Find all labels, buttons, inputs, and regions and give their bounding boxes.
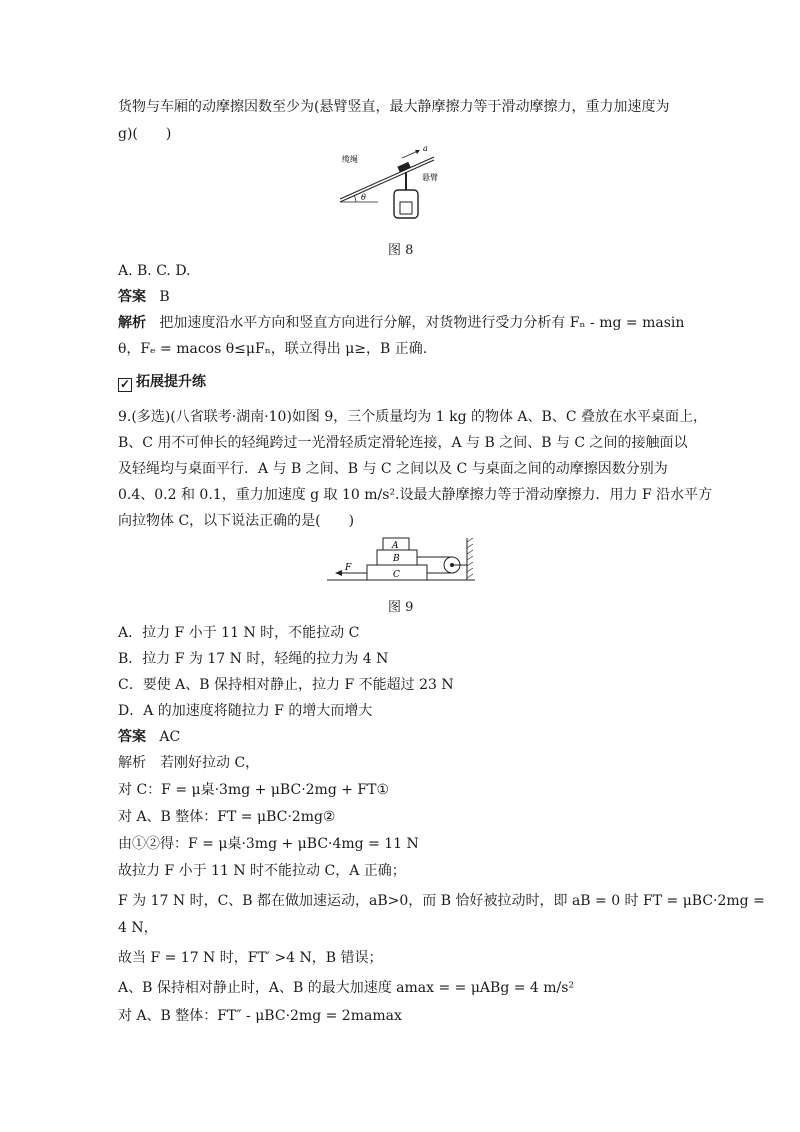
- figure-9-C-label: C: [393, 570, 400, 580]
- q9-analysis-line: 解析 若刚好拉动 C，: [118, 755, 260, 771]
- figure-8-cable-label: 缆绳: [342, 155, 358, 164]
- figure-9-F-label: F: [345, 563, 352, 573]
- figure-8-caption: 图 8: [388, 243, 414, 258]
- figure-9-A-label: A: [392, 541, 399, 551]
- q9-text-line5: 向拉物体 C，以下说法正确的是( ): [118, 513, 355, 529]
- figure-9: [325, 532, 477, 588]
- q9-analysis-line: 对 A、B 整体：FT = μBC·2mg②: [118, 809, 336, 825]
- figure-8-arm-label: 悬臂: [422, 173, 438, 182]
- q8-text-line2: g)( ): [118, 126, 172, 142]
- figure-8-drawing: [330, 140, 440, 232]
- section-title: 拓展提升练: [136, 374, 206, 390]
- q8-analysis-line2: θ，Fₑ = macos θ≤μFₙ，联立得出 μ≥，B 正确.: [118, 341, 428, 357]
- q9-analysis-line: 对 C：F = μ桌·3mg + μBC·2mg + FT①: [118, 782, 390, 798]
- figure-8-a-label: a: [423, 144, 428, 153]
- figure-9-B-label: B: [393, 554, 400, 564]
- q8-answer-value: B: [159, 289, 170, 305]
- q9-text-line3: 及轻绳均与桌面平行．A 与 B 之间、B 与 C 之间以及 C 与桌面之间的动摩擦因数分别为: [118, 461, 668, 477]
- q8-answer: [118, 287, 170, 307]
- q9-option-d: D．A 的加速度将随拉力 F 的增大而增大: [118, 703, 373, 719]
- q9-option-a: A．拉力 F 小于 11 N 时，不能拉动 C: [118, 625, 360, 641]
- q9-text-line1: 9.(多选)(八省联考·湖南·10)如图 9，三个质量均为 1 kg 的物体 A、B、C 叠放在水平桌面上，: [118, 409, 707, 425]
- q9-analysis-line: 故当 F = 17 N 时，FT′ >4 N，B 错误；: [118, 950, 383, 966]
- q8-analysis-text1: 把加速度沿水平方向和竖直方向进行分解，对货物进行受力分析有 Fₙ - mg = masin: [159, 315, 685, 331]
- q9-text-line4: 0.4、0.2 和 0.1，重力加速度 g 取 10 m/s².设最大静摩擦力等于滑动摩擦力．用力 F 沿水平方: [118, 487, 713, 503]
- figure-8: [330, 140, 440, 232]
- section-header: [118, 372, 206, 392]
- q8-options: A. B. C. D.: [118, 263, 191, 279]
- q9-answer-value: AC: [159, 729, 181, 745]
- q8-answer-label: 答案: [118, 289, 146, 305]
- figure-8-theta-label: θ: [361, 193, 366, 202]
- q9-option-b: B．拉力 F 为 17 N 时，轻绳的拉力为 4 N: [118, 651, 389, 667]
- checkbox-icon: ✓: [119, 377, 131, 391]
- q9-analysis-line: 由①②得：F = μ桌·3mg + μBC·4mg = 11 N: [118, 836, 419, 852]
- q8-text-line1: 货物与车厢的动摩擦因数至少为(悬臂竖直，最大静摩擦力等于滑动摩擦力，重力加速度为: [118, 99, 670, 115]
- q8-analysis-line1: [118, 313, 684, 333]
- q8-analysis-label: 解析: [118, 315, 146, 331]
- q9-analysis-line: 4 N，: [118, 920, 158, 936]
- q9-analysis-line: 对 A、B 整体：FT″ - μBC·2mg = 2mamax: [118, 1008, 402, 1024]
- q9-answer: [118, 727, 180, 747]
- q9-answer-label: 答案: [118, 729, 146, 745]
- q9-text-line2: B、C 用不可伸长的轻绳跨过一光滑轻质定滑轮连接，A 与 B 之间、B 与 C 之间的接触面以: [118, 435, 688, 451]
- q9-analysis-line: A、B 保持相对静止时，A、B 的最大加速度 amax = = μABg = 4 m/s²: [118, 980, 575, 996]
- figure-9-caption: 图 9: [388, 600, 414, 615]
- q9-analysis-line: 故拉力 F 小于 11 N 时不能拉动 C，A 正确；: [118, 863, 406, 879]
- figure-9-drawing: [325, 532, 477, 588]
- q9-option-c: C．要使 A、B 保持相对静止，拉力 F 不能超过 23 N: [118, 677, 454, 693]
- q9-analysis-line: F 为 17 N 时，C、B 都在做加速运动，aB>0，而 B 恰好被拉动时，即 aB = 0 时 FT = μBC·2mg =: [118, 893, 765, 909]
